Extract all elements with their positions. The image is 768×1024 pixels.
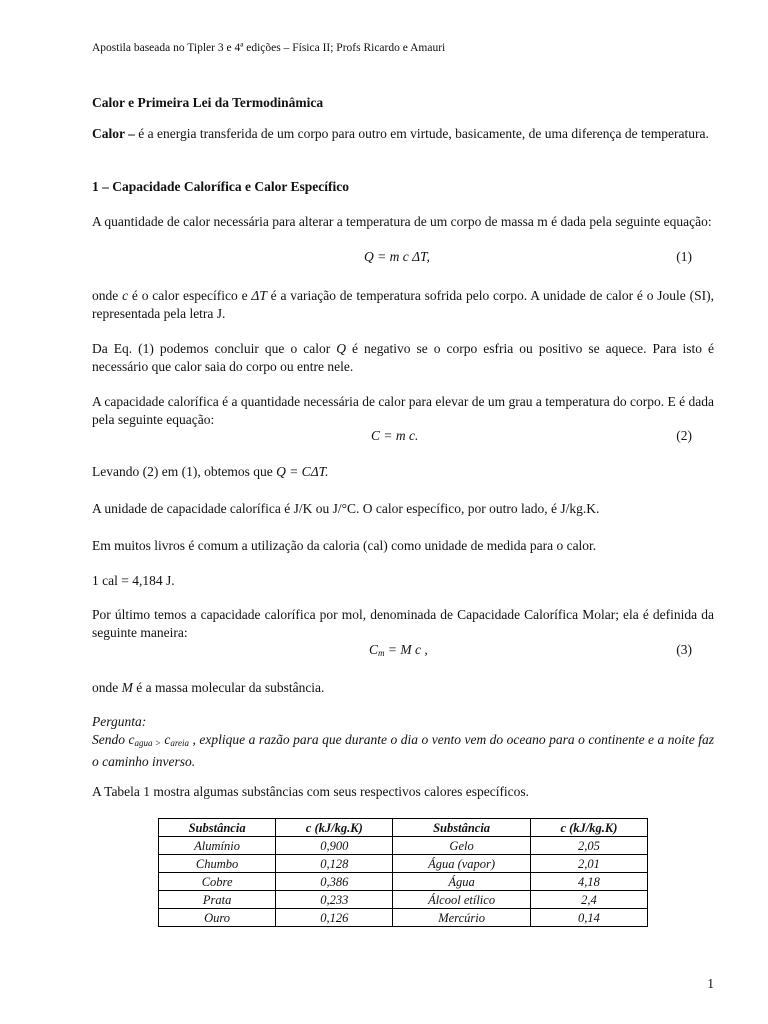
table-cell: 2,01: [530, 855, 647, 873]
p3-symbol-q: Q: [336, 341, 346, 356]
paragraph-10: [92, 679, 714, 697]
table-cell: Chumbo: [159, 855, 276, 873]
q-text-b: c: [160, 732, 171, 747]
table-row: [159, 837, 648, 855]
question-label: Pergunta:: [92, 714, 147, 729]
table-row: [159, 873, 648, 891]
p10-text-a: onde: [92, 680, 122, 695]
q-sub-agua: agua >: [134, 738, 161, 748]
eq3-subscript: m: [378, 648, 385, 658]
table-cell: 0,233: [276, 891, 393, 909]
paragraph-9: Por último temos a capacidade calorífica por mol, denominada de Capacidade Calorífica Molar; ela é definida da seguinte maneira:: [92, 607, 714, 640]
paragraph-11: A Tabela 1 mostra algumas substâncias com seus respectivos calores específicos.: [92, 784, 530, 799]
p10-symbol-m: M: [121, 680, 133, 695]
table-row: [159, 855, 648, 873]
p2-text-d: é a variação de temperatura sofrida pelo corpo. A unidade de calor é o Joule (SI), representada pela letra J.: [92, 288, 714, 321]
chapter-title: Calor e Primeira Lei da Termodinâmica: [92, 95, 324, 110]
q-text-c: , explique a razão para que durante o dia o vento vem do oceano para o continente e a noite faz o caminho inverso.: [92, 732, 714, 769]
p5-formula: Q = CΔT.: [276, 464, 329, 479]
eq3-rest: = M c ,: [384, 642, 428, 657]
table-header: c (kJ/kg.K): [530, 819, 647, 837]
p3-text-a: Da Eq. (1) podemos concluir que o calor: [92, 341, 337, 356]
equation-1-number: (1): [676, 249, 692, 264]
table-cell: Gelo: [393, 837, 530, 855]
calor-term: Calor –: [92, 126, 135, 141]
table-cell: 2,05: [530, 837, 647, 855]
table-cell: Alumínio: [159, 837, 276, 855]
table-row: [159, 909, 648, 927]
table-cell: 4,18: [530, 873, 647, 891]
table-cell: Cobre: [159, 873, 276, 891]
p5-text-a: Levando (2) em (1), obtemos que: [92, 464, 277, 479]
table-cell: Água: [393, 873, 530, 891]
table-header: Substância: [159, 819, 276, 837]
calor-definition-text: é a energia transferida de um corpo para outro em virtude, basicamente, de uma diferença de temperatura.: [134, 126, 709, 141]
paragraph-4: A capacidade calorífica é a quantidade necessária de calor para elevar de um grau a temperatura do corpo. E é dada pela seguinte equação:: [92, 394, 714, 427]
equation-2: C = m c.: [371, 428, 419, 443]
specific-heat-table: [158, 818, 648, 927]
table-cell: 0,14: [530, 909, 647, 927]
p2-symbol-c: c: [122, 288, 129, 303]
page-number: 1: [707, 976, 714, 991]
paragraph-6: A unidade de capacidade calorífica é J/K ou J/°C. O calor específico, por outro lado, é J/kg.K.: [92, 501, 600, 516]
p2-symbol-dt: ΔT: [251, 288, 267, 303]
paragraph-1: A quantidade de calor necessária para alterar a temperatura de um corpo de massa m é dada pela seguinte equação:: [92, 214, 712, 229]
equation-1: Q = m c ΔT,: [364, 249, 430, 264]
equation-2-number: (2): [676, 428, 692, 443]
table-cell: Mercúrio: [393, 909, 530, 927]
equation-3-number: (3): [676, 642, 692, 657]
eq3-symbol-c: C: [369, 642, 379, 657]
running-header: Apostila baseada no Tipler 3 e 4ª edições – Física II; Profs Ricardo e Amauri: [92, 42, 446, 54]
table-cell: Prata: [159, 891, 276, 909]
table-cell: 2,4: [530, 891, 647, 909]
p2-text-b: é o calor específico e: [128, 288, 252, 303]
paragraph-2: [92, 287, 714, 322]
document-page: [92, 0, 714, 1024]
table-cell: Água (vapor): [393, 855, 530, 873]
paragraph-5: [92, 463, 714, 481]
paragraph-3: [92, 340, 714, 375]
q-sub-areia: areia: [170, 738, 190, 748]
section-heading: 1 – Capacidade Calorífica e Calor Específico: [92, 179, 349, 194]
question-text: [92, 731, 714, 770]
calor-definition: [92, 125, 714, 143]
p10-text-b: é a massa molecular da substância.: [132, 680, 325, 695]
table-cell: 0,386: [276, 873, 393, 891]
q-text-a: Sendo c: [92, 732, 135, 747]
table-cell: Álcool etílico: [393, 891, 530, 909]
table-cell: Ouro: [159, 909, 276, 927]
table-header: c (kJ/kg.K): [276, 819, 393, 837]
equation-3: [369, 642, 428, 658]
table-header: Substância: [393, 819, 530, 837]
p3-text-b: é negativo se o corpo esfria ou positivo se aquece. Para isto é necessário que calor saia do corpo ou entre nele.: [92, 341, 714, 374]
p2-text-a: onde: [92, 288, 123, 303]
table-row: [159, 891, 648, 909]
paragraph-7: Em muitos livros é comum a utilização da caloria (cal) como unidade de medida para o calor.: [92, 538, 597, 553]
table-cell: 0,128: [276, 855, 393, 873]
table-cell: 0,900: [276, 837, 393, 855]
table-cell: 0,126: [276, 909, 393, 927]
table-header-row: [159, 819, 648, 837]
paragraph-8: 1 cal = 4,184 J.: [92, 573, 175, 588]
